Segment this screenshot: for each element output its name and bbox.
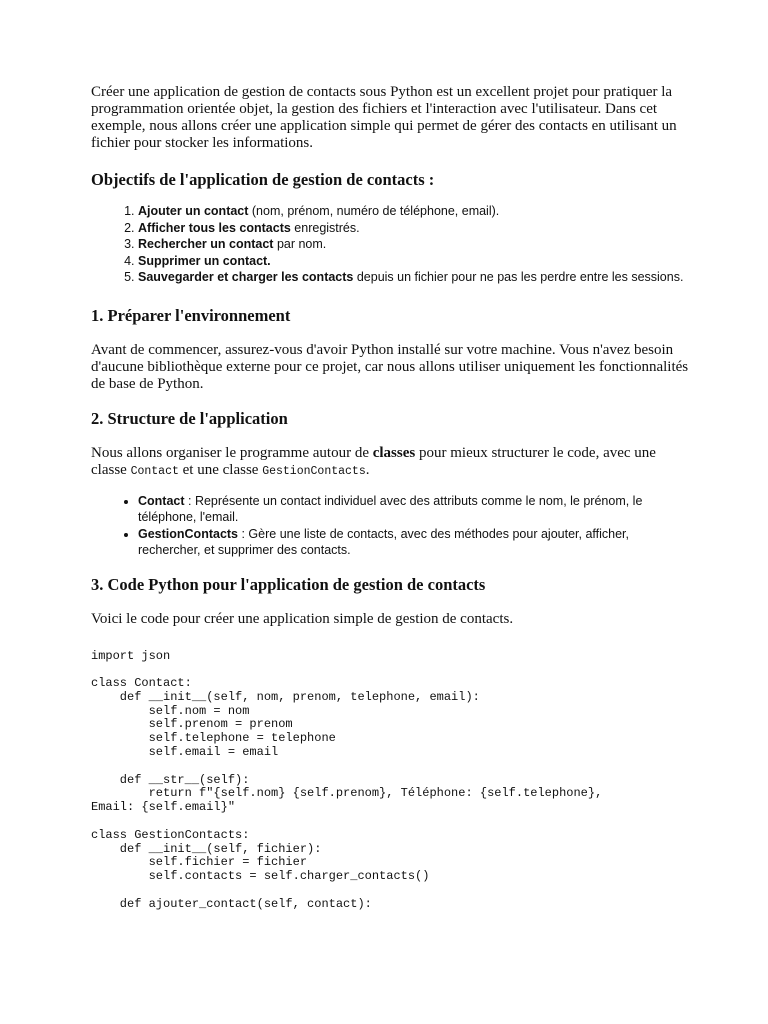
- section1-paragraph: Avant de commencer, assurez-vous d'avoir Python installé sur votre machine. Vous n'avez besoin d'aucune bibliothèque externe pour ce projet, car nous allons utiliser uniquement les fonctionnalités de base de Python.: [91, 341, 689, 392]
- section2-paragraph: Nous allons organiser le programme autour de classes pour mieux structurer le code, avec une classe Contact et une classe GestionContacts.: [91, 444, 656, 478]
- section3-paragraph: Voici le code pour créer une application simple de gestion de contacts.: [91, 610, 514, 627]
- python-code-block: import json class Contact: def __init__(self, nom, prenom, telephone, email): self.nom = nom self.prenom = prenom self.telephone = telephone self.email = email def __str__(self): return f"{self.nom} {self.prenom}, Téléphone: {self.telephone}, Email: {self.email}" class GestionContacts: def __init__(self, fichier): self.fichier = fichier self.contacts = self.charger_contacts() def ajouter_contact(self, contact):: [91, 648, 603, 911]
- list-item: 3. Rechercher un contact par nom.: [138, 236, 691, 253]
- objectives-list: [91, 203, 691, 286]
- inline-code-contact: Contact: [130, 464, 179, 478]
- classes-list: [91, 493, 691, 559]
- section3-heading: 3. Code Python pour l'application de gestion de contacts: [91, 574, 486, 594]
- list-item: 4. Supprimer un contact.: [138, 253, 691, 270]
- document-content: [91, 84, 691, 912]
- list-item: 2. Afficher tous les contacts enregistrés.: [138, 220, 691, 237]
- section2-heading: 2. Structure de l'application: [91, 408, 288, 428]
- section1-heading: 1. Préparer l'environnement: [91, 305, 291, 325]
- list-item: 1. Ajouter un contact (nom, prénom, numéro de téléphone, email).: [138, 203, 691, 220]
- intro-paragraph: Créer une application de gestion de contacts sous Python est un excellent projet pour pratiquer la programmation orientée objet, la gestion des fichiers et l'interaction avec l'utilisateur. Dans cet exemple, nous allons créer une application simple qui permet de gérer des contacts en utilisant un fichier pour stocker les informations.: [91, 84, 677, 151]
- objectives-heading: Objectifs de l'application de gestion de contacts :: [91, 170, 435, 189]
- list-item: 5. Sauvegarder et charger les contacts depuis un fichier pour ne pas les perdre entre les sessions.: [138, 269, 691, 286]
- list-item: • GestionContacts : Gère une liste de contacts, avec des méthodes pour ajouter, afficher, rechercher, et supprimer des contacts.: [138, 526, 691, 559]
- list-item: • Contact : Représente un contact individuel avec des attributs comme le nom, le prénom, le téléphone, l'email.: [138, 493, 691, 526]
- inline-code-gestioncontacts: GestionContacts: [262, 464, 366, 478]
